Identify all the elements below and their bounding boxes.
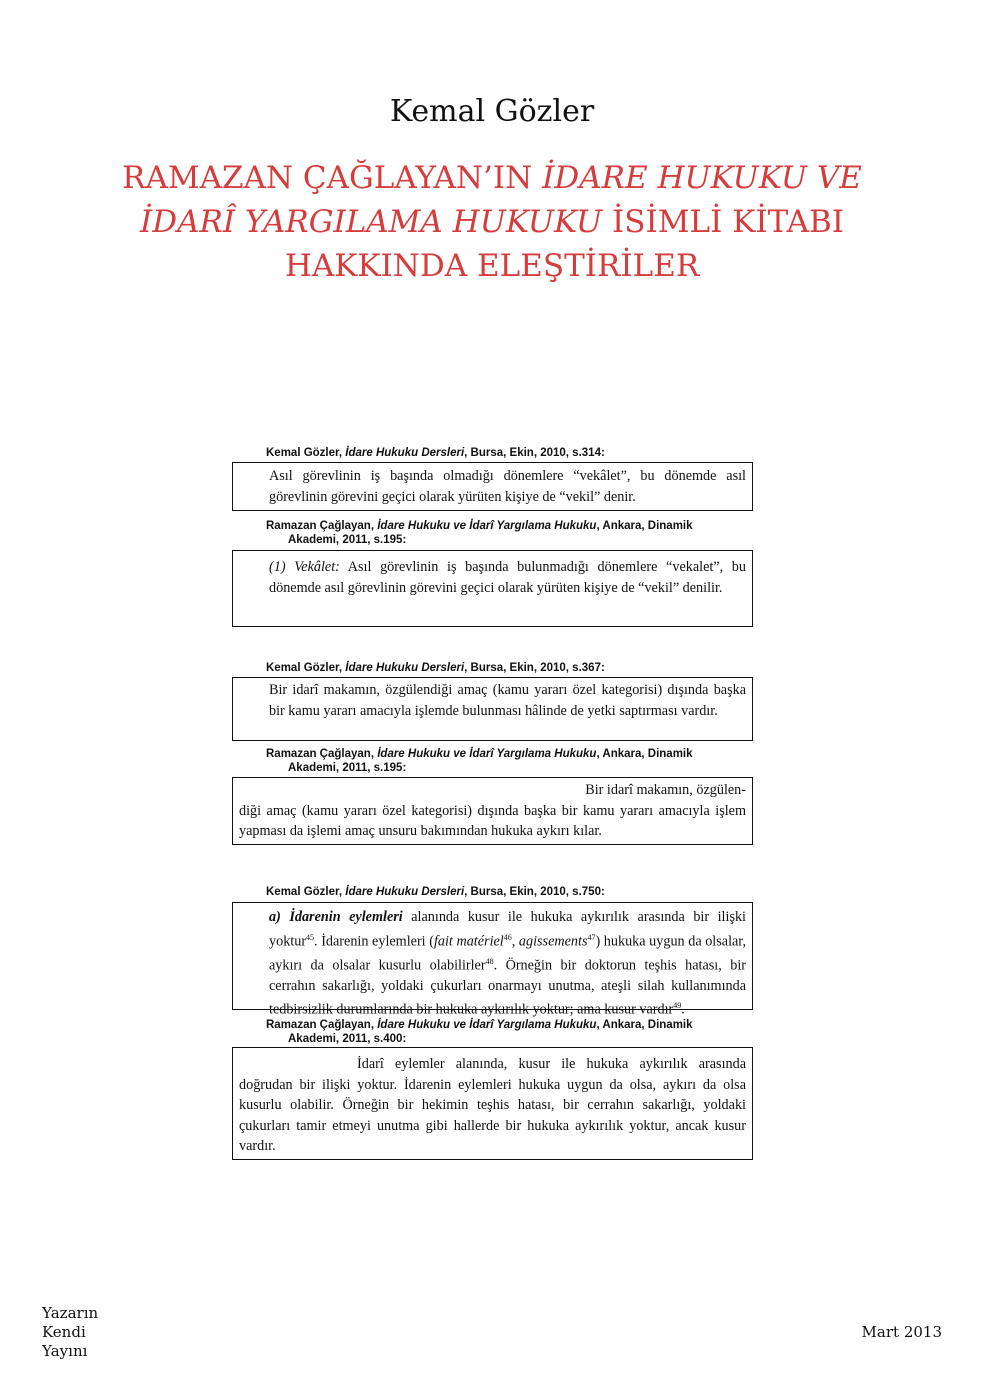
document-title <box>80 156 904 288</box>
footnote-45: 45 <box>306 932 315 942</box>
caglayan-citation-1: Ramazan Çağlayan, İdare Hukuku ve İdarî Yargılama Hukuku, Ankara, Dinamik Akademi, 2011, s.195: <box>266 520 693 546</box>
gozler-citation-2: Kemal Gözler, İdare Hukuku Dersleri, Bursa, Ekin, 2010, s.367: <box>266 662 605 674</box>
author-name: Kemal Gözler <box>389 94 595 129</box>
title-line-3: HAKKINDA ELEŞTİRİLER <box>284 248 700 284</box>
title-line-1: RAMAZAN ÇAĞLAYAN’IN İDARE HUKUKU VE <box>122 160 862 196</box>
gozler-citation-1: Kemal Gözler, İdare Hukuku Dersleri, Bursa, Ekin, 2010, s.314: <box>266 447 605 459</box>
footnote-46: 46 <box>503 932 512 942</box>
gozler-quote-box-2 <box>232 677 753 741</box>
footnote-47: 47 <box>587 932 596 942</box>
publication-date: Mart 2013 <box>861 1323 942 1341</box>
caglayan-quote-box-2 <box>232 777 753 845</box>
title-line-2: İDARÎ YARGILAMA HUKUKU İSİMLİ KİTABI <box>139 204 844 240</box>
gozler-quote-box-3 <box>232 902 753 1019</box>
footnote-49: 49 <box>673 1001 682 1011</box>
caglayan-citation-2: Ramazan Çağlayan, İdare Hukuku ve İdarî Yargılama Hukuku, Ankara, Dinamik Akademi, 2011, s.195: <box>266 748 693 774</box>
caglayan-quote-text-3: İdarî eylemler alanında, kusur ile hukuka aykırılık arasında doğrudan bir ilişki yoktur. İdarenin eylemleri hukuka uygun da olsa, aykırı da olsa kusurlu olabilir. Örneğin bir hekimin teşhis hatası, bir cerrahın sakarlığı, yoldaki çukurları tamir etmeyi unutma gibi hallerde bir hukuka aykırılık yoktur, ancak kusur vardır. <box>239 1056 746 1154</box>
caglayan-quote-text-2-first-line: Bir idarî makamın, özgülen- <box>585 782 746 798</box>
gozler-quote-text-2: Bir idarî makamın, özgülendiği amaç (kamu yararı özel kategorisi) dışında başka bir kamu yararı amacıyla işlemde bulunması hâlinde de yetki saptırması vardır. <box>269 682 746 719</box>
gozler-quote-text-3: a) İdarenin eylemleri alanında kusur ile hukuka aykırılık arasında bir ilişki yoktur$^{45}$. İdarenin eylemleri (fait matériel$^{46}$, agissements$^{47}$) hukuka uygun da olsalar, aykırı da olsalar kusurlu olabilirler$^{48}$. Örneğin bir doktorun teşhis hatası, bir cerrahın sakarlığı, yoldaki çukurları onarmayı unutma, ateşli silah kullanımında tedbirsizlik durumlarında bir hukuka aykırılık yoktur; ama kusur vardır$^{49}$. <box>269 909 747 1019</box>
caglayan-citation-3: Ramazan Çağlayan, İdare Hukuku ve İdarî Yargılama Hukuku, Ankara, Dinamik Akademi, 2011, s.400: <box>266 1019 693 1045</box>
gozler-citation-3: Kemal Gözler, İdare Hukuku Dersleri, Bursa, Ekin, 2010, s.750: <box>266 886 605 898</box>
publisher-note: Yazarın Kendi Yayını <box>42 1304 99 1360</box>
footnote-48: 48 <box>485 956 494 966</box>
caglayan-quote-box-1 <box>232 550 753 627</box>
caglayan-quote-text-1: (1) Vekâlet: Asıl görevlinin iş başında bulunmadığı dönemlere “vekalet”, bu dönemde asıl görevlinin görevini geçici olarak yürüten kişiye de “vekil” denilir. <box>269 559 746 596</box>
caglayan-quote-box-3 <box>232 1047 753 1160</box>
gozler-quote-text-1: Asıl görevlinin iş başında olmadığı dönemlere “vekâlet”, bu dönemde asıl görevlinin görevini geçici olarak yürüten kişiye de “vekil” denir. <box>269 468 746 505</box>
caglayan-quote-text-2: diği amaç (kamu yararı özel kategorisi) dışında başka bir kamu yararı amacıyla işlem yapması da işlemi amaç unsuru bakımından hukuka aykırı kılar. <box>239 802 746 839</box>
gozler-quote-box-1 <box>232 462 753 511</box>
